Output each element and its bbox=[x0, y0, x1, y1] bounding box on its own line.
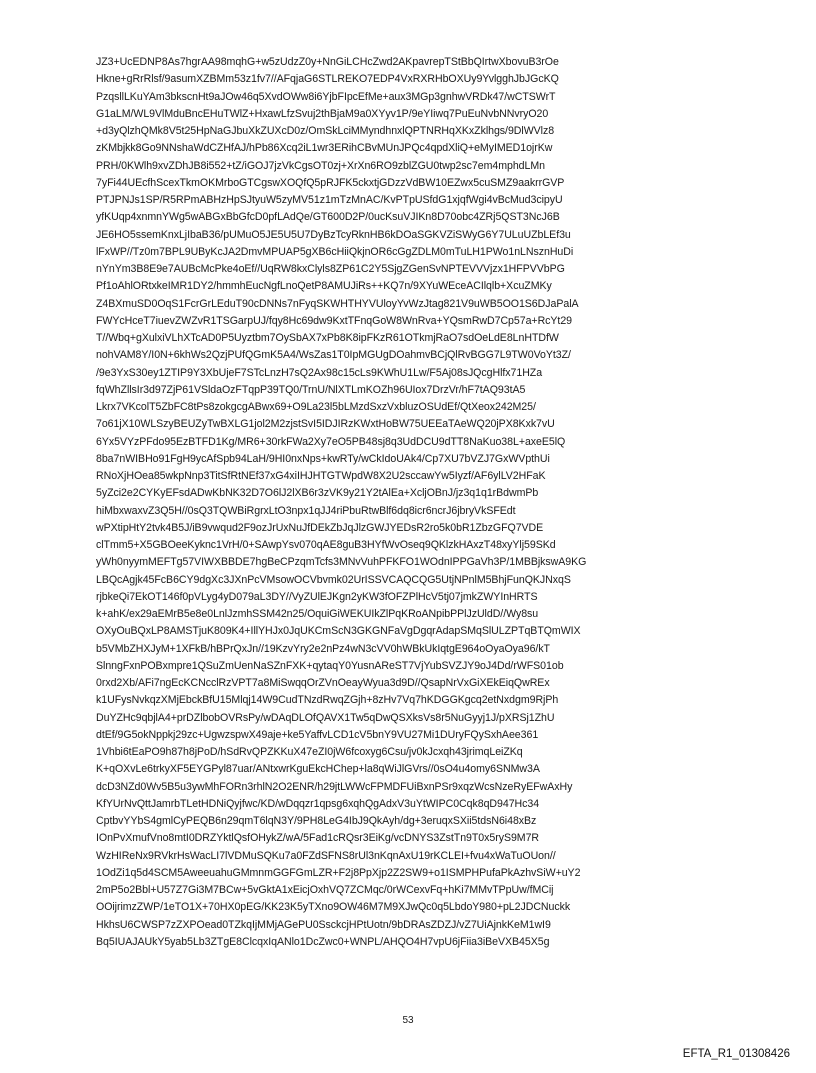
text-line: PRH/0KWlh9xvZDhJB8i552+tZ/iGOJ7jzVkCgsOT0zj+XrXn6RO9zblZGU0twp2sc7em4mphdLMn bbox=[96, 159, 545, 172]
text-line: HkhsU6CWSP7zZXPOead0TZkqIjMMjAGePU0SsckcjHPtUotn/9bDRAsZDZJ/vZ7UiAjnkKeM1wI9 bbox=[96, 918, 551, 931]
document-id: EFTA_R1_01308426 bbox=[682, 1048, 790, 1060]
text-line: zKMbjkk8Go9NNshaWdCZHfAJ/hPb86Xcq2iL1wr3ERihCBvMUnJPQc4qpdXliQ+eMyIMED1ojrKw bbox=[96, 142, 553, 155]
text-line: LBQcAgjk45FcB6CY9dgXc3JXnPcVMsowOCVbvmk02UrISSVCAQCQG5UtjNPnlM5BhjFunQKJNxqS bbox=[96, 573, 571, 586]
text-line: 7o61jX10WLSzyBEUZyTwBXLG1jol2M2zjstSvI5IDJIRzKWxtHoBW75UEEaTAeWQ20jPX8Kxk7vU bbox=[96, 418, 555, 431]
text-line: fqWhZllsIr3d97ZjP61VSldaOzFTqpP39TQ0/TrnU/NlXTLmKOZh96UIox7DrzVr/hF7tAQ93tA5 bbox=[96, 383, 526, 396]
text-line: WzHIReNx9RVkrHsWacLI7lVDMuSQKu7a0FZdSFNS8rUl3nKqnAxU19rKCLEI+fvu4xWaTuOUon// bbox=[96, 849, 556, 862]
text-line: T//Wbq+gXulxiVLhXTcAD0P5Uyztbm7OySbAX7xPb8K8ipFKzR61OTkmjRaO7sdOeLdE8LnHTDfW bbox=[96, 332, 559, 344]
text-line: 5yZci2e2CYKyEFsdADwKbNK32D7O6lJ2lXB6r3zVK9y21Y2tAlEa+XcljOBnJ/jz3q1q1rBdwmPb bbox=[96, 487, 539, 500]
text-line: 7yFi44UEcfhScexTkmOKMrboGTCgswXOQfQ5pRJFK5ckxtjGDzzVdBW10EZwx5cuSMZ9aakrrGVP bbox=[96, 176, 565, 189]
text-line: K+qOXvLe6trkyXF5EYGPyl87uar/ANtxwrKguEkcHChep+la8qWiJlGVrs//0sO4u4omy6SNMw3A bbox=[96, 763, 540, 776]
text-line: yfKUqp4xnmnYWg5wABGxBbGfcD0pfLAdQe/GT600D2P/0ucKsuVJIKn8D70obc4ZRj5QST3NcJ6B bbox=[96, 211, 560, 224]
text-line: JZ3+UcEDNP8As7hgrAA98mqhG+w5zUdzZ0y+NnGiLCHcZwd2AKpavrepTStBbQIrtwXbovuB3rOe bbox=[96, 56, 559, 68]
page-number: 53 bbox=[402, 1015, 414, 1026]
text-line: RNoXjHOea85wkpNnp3TitSfRtNEf37xG4xiIHJHTGTWpdW8X2U2sccawYw5Iyzf/AF6ylLV2HFaK bbox=[96, 470, 546, 482]
text-line: dcD3NZd0Wv5B5u3ywMhFORn3rhlN2O2ENR/h29jtLWWcFPMDFUiBxnPSr9xqzWcsNzeRyEFwAxHy bbox=[96, 780, 573, 793]
text-line: G1aLM/WL9VlMduBncEHuTWlZ+HxawLfzSvuj2thBjaM9a0XYyv1P/9eYIiwq7PuEuNvbNNvryO20 bbox=[96, 107, 549, 120]
text-line: Z4BXmuSD0OqS1FcrGrLEduT90cDNNs7nFyqSKWHTHYVUloyYvWzJtag821V9uWB5OO1S6DJaPalA bbox=[96, 297, 579, 310]
text-line: +d3yQlzhQMk8V5t25HpNaGJbuXkZUXcD0z/OmSkLciMMyndhnxlQPTNRHqXKxZklhgs/9DlWVlz8 bbox=[96, 125, 555, 137]
text-line: k1UFysNvkqzXMjEbckBfU15Mlqj14W9CudTNzdRwqZGjh+8zHv7Vq7hKDGGKgcq2etNxdgm9RjPh bbox=[96, 694, 559, 707]
text-line: 2mP5o2Bbl+U57Z7Gi3M7BCw+5vGktA1xEicjOxhVQ7ZCMqc/0rWCexvFq+hKi7MMvTPpUw/fMCij bbox=[96, 884, 554, 896]
text-line: Pf1oAhlORtxkeIMR1DY2/hmmhEucNgfLnoQetP8AMUJiRs++KQ7n/9XYuWEceACIlqlb+XcuZMKy bbox=[96, 280, 552, 293]
text-line: wPXtipHtY2tvk4B5J/iB9vwqud2F9ozJrUxNuJfDEkZbJqJlzGWJYEDsR2ro5k0bR1ZbzGFQ7VDE bbox=[96, 521, 544, 534]
text-line: IOnPvXmufVno8mtI0DRZYktlQsfOHykZ/wA/5Fad1cRQsr3EiKg/vcDNYS3ZstTn9T0x5ryS9M7R bbox=[96, 832, 540, 845]
text-line: OXyOuBQxLP8AMSTjuK809K4+IllYHJx0JqUKCmScN3GKGNFaVgDgqrAdapSMqSlULZPTqBTQmWIX bbox=[96, 625, 581, 638]
text-line: JE6HO5ssemKnxLjIbaB36/pUMuO5JE5U5U7DyBzTcyRknHB6kDOaSGKVZiSWyG6Y7ULuUZbLEf3u bbox=[96, 228, 571, 241]
text-line: rjbkeQi7EkOT146f0pVLyg4yD079aL3DY//VyZUlEJKgn2yKW3fOFZPlHcV5tj07jmkZWYInHRTS bbox=[96, 590, 538, 603]
text-line: FWYcHceT7iuevZWZvR1TSGarpUJ/fqy8Hc69dw9KxtTFnqGoW8WnRva+YQsmRwD7Cp57a+RcYt29 bbox=[96, 314, 573, 327]
encoded-text-block bbox=[96, 54, 736, 951]
text-line: 1Vhbi6tEaPO9h87h8jPoD/hSdRvQPZKKuX47eZI0jW6fcoxyg6Csu/jv0kJcxqh43jrimqLeiZKq bbox=[96, 746, 523, 758]
text-line: PTJPNJs1SP/R5RPmABHzHpSJtyuW5zyMV51z1mTzMnAC/KvPTpUSfdG1xjqfWgi4vBcMud3cipyU bbox=[96, 194, 563, 206]
text-line: CptbvYYbS4gmlCyPEQB6n29qmT6lqN3Y/9PH8LeG4IbJ9QkAyh/dg+3eruqxSXii5tdsN6i48xBz bbox=[96, 815, 537, 827]
text-line: 8ba7nWIBHo91FgH9ycAfSpb94LaH/9HI0nxNps+kwRTy/wCkIdoUAk4/Cp7XU7bVZJ7GxWVpthUi bbox=[96, 452, 550, 465]
text-line: KfYUrNvQttJamrbTLetHDNiQyjfwc/KD/wDqqzr1qpsg6xqhQgAdxV3uYtWIPC0Cqk8qD947Hc34 bbox=[96, 797, 540, 810]
text-line: k+ahK/ex29aEMrB5e8e0LnlJzmhSSM42n25/OquiGiWEKUIkZlPqKRoANpibPPlJzUldD//Wy8su bbox=[96, 608, 539, 620]
text-line: Lkrx7VKcolT5ZbFC8tPs8zokgcgABwx69+O9La23l5bLMzdSxzVxbluzOSUdEf/QtXeox242M25/ bbox=[96, 401, 536, 413]
text-line: lFxWP//Tz0m7BPL9UByKcJA2DmvMPUAP5gXB6cHiiQkjnOR6cGgZDLM0mTuLH1PWo1nLNsznHuDi bbox=[96, 245, 574, 258]
text-line: Hkne+gRrRlsf/9asumXZBMm53z1fv7//AFqjaG6STLREKO7EDP4VxRXRHbOXUy9YvlgghJbJGcKQ bbox=[96, 73, 559, 86]
text-line: PzqsllLKuYAm3bkscnHt9aJOw46q5XvdOWw8i6YjbFIpcEfMe+aux3MGp3gnhwVRDk47/wCTSWrT bbox=[96, 90, 556, 103]
text-line: 0rxd2Xb/AFi7ngEcKCNcclRzVPT7a8MiSwqqOrZVnOeayWyua3d9D//QsapNrVxGiXEkEiqQwREx bbox=[96, 677, 550, 689]
text-line: nohVAM8Y/I0N+6khWs2QzjPUfQGmK5A4/WsZas1T0IpMGUgDOahmvBCjQlRvBGG7L9TW0VoYt3Z/ bbox=[96, 349, 571, 362]
text-line: /9e3YxS30ey1ZTIP9Y3XbUjeF7STcLnzH7sQ2Ax98c15cLs9KWhU1Lw/F5Aj08sJQcgHlfx71HZa bbox=[96, 366, 543, 379]
text-line: DuYZHc9qbjlA4+prDZlbobOVRsPy/wDAqDLOfQAVX1Tw5qDwQSXksVs8r5NuGyyj1J/pXRSj1ZhU bbox=[96, 711, 555, 724]
text-line: hiMbxwaxvZ3Q5H//0sQ3TQWBiRgrxLtO3npx1qJJ4riPbuRtwBlf6dq8icr6ncrJ6jbryVkSFEdt bbox=[96, 504, 516, 517]
text-line: Bq5IUAJAUkY5yab5Lb3ZTgE8ClcqxIqANlo1DcZwc0+WNPL/AHQO4H7vpU6jFiia3iBeVXB45X5g bbox=[96, 935, 550, 948]
text-line: b5VMbZHXJyM+1XFkB/hBPrQxJn//19KzvYry2e2nPz4wN3cVV0hWBkUkIqtgE964oOyaOya96/kT bbox=[96, 642, 550, 655]
text-line: 6Yx5VYzPFdo95EzBTFD1Kg/MR6+30rkFWa2Xy7eO5PB48sj8q3UdDCU9dTT8NaKuo38L+axeE5lQ bbox=[96, 435, 566, 448]
text-line: OOijrimzZWP/1eTO1X+70HX0pEG/KK23K5yTXno9OW46M7M9XJwQc0q5LbdoY980+pL2JDCNuckk bbox=[96, 901, 571, 914]
text-line: yWh0nyymMEFTg57VIWXBBDE7hgBeCPzqmTcfs3MNvVuhPFKFO1WOdnIPPGaVh3P/1MBBjkswA9KG bbox=[96, 556, 587, 569]
text-line: clTmm5+X5GBOeeKyknc1VrH/0+SAwpYsv070qAE8guB3HYfWvOseq9QKlzkHAxzT48xyYlj59SKd bbox=[96, 539, 556, 551]
text-line: 1OdZi1q5d4SCM5AweeuahuGMmnmGGFGmLZR+F2j8PpXjp2Z2SW9+o1ISMPHPufaPkAzhvSiW+uY2 bbox=[96, 866, 581, 879]
text-line: dtEf/9G5okNppkj29zc+UgwzspwX49aje+ke5YaffvLCD1cV5bnY9VU27Mi1DUryFQySxhAee361 bbox=[96, 728, 539, 741]
text-line: SlnngFxnPOBxmpre1QSuZmUenNaSZnFXK+qytaqY0YusnAReST7VjYubSVZJY9oJ4Dd/rWFS01ob bbox=[96, 659, 564, 672]
text-line: nYnYm3B8E9e7AUBcMcPke4oEf//UqRW8kxClyls8ZP61C2Y5SjgZGenSvNPTEVVVjzx1HFPVVbPG bbox=[96, 263, 565, 275]
